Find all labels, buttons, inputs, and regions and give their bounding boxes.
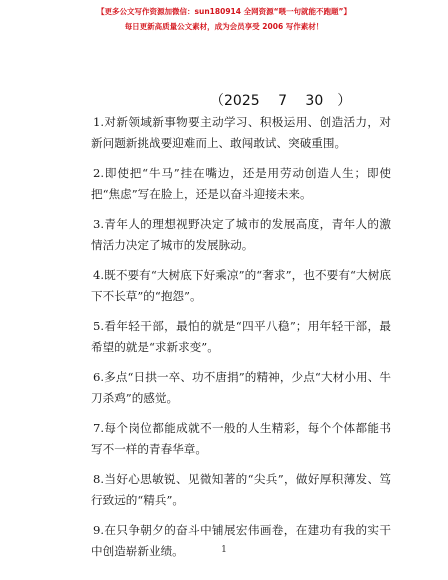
list-item: 2.即使把“牛马”挂在嘴边，还是用劳动创造人生；即使把“焦虑”写在脸上，还是以奋斗迎接未来。: [91, 166, 391, 201]
list-item: 4.既不要有“大树底下好乘凉”的“奢求”，也不要有“大树底下不长草”的“抱怨”。: [91, 268, 391, 303]
list-item: 8.当好心思敏锐、见微知著的“尖兵”，做好厚积薄发、笃行致远的“精兵”。: [91, 472, 391, 507]
promo-banner-line-2: 每日更新高质量公文素材，成为会员享受 2006 写作素材！: [124, 22, 324, 31]
list-item: 9.在只争朝夕的奋斗中铺展宏伟画卷，在建功有我的实干中创造崭新业绩。: [91, 523, 391, 558]
list-item: 7.每个岗位都能成就不一般的人生精彩，每个个体都能书写不一样的青春华章。: [91, 421, 391, 456]
promo-banner-line-1: 【更多公文写作资源加微信：sun180914 全网资源“喂一句就能不跑题”】: [97, 7, 351, 16]
list-item: 3.青年人的理想视野决定了城市的发展高度，青年人的激情活力决定了城市的发展脉动。: [91, 217, 391, 252]
document-date: （2025 7 30 ）: [210, 93, 352, 109]
list-item: 5.看年轻干部，最怕的就是“四平八稳”；用年轻干部，最希望的就是“求新求变”。: [91, 319, 391, 354]
list-item: 1.对新领域新事物要主动学习、积极运用、创造活力，对新问题新挑战要迎难而上、敢闯敢试、突破重围。: [91, 115, 391, 150]
page-number: 1: [221, 545, 227, 555]
quote-list: [91, 112, 391, 571]
list-item: 6.多点“日拱一卒、功不唐捐”的精神，少点“大材小用、牛刀杀鸡”的感觉。: [91, 370, 391, 405]
